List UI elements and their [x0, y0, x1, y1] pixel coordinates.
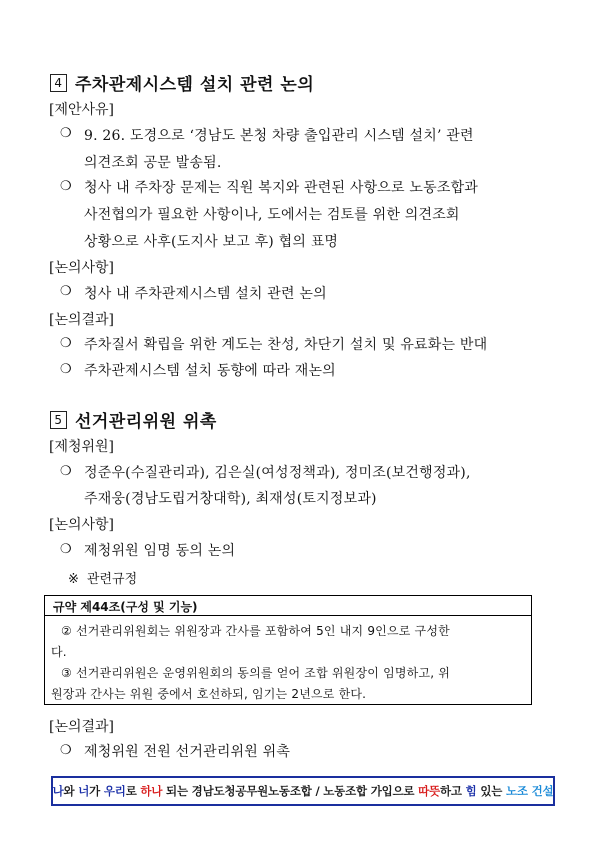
section-5-result-1: 제청위원 전원 선거관리위원 위촉: [84, 744, 291, 760]
section-4-result-2: 주차관제시스템 설치 동향에 따라 재논의: [84, 363, 336, 379]
reference-text: 관련규정: [86, 572, 138, 587]
section-4-number: 4: [50, 74, 67, 92]
section-4-reason-label: [제안사유]: [49, 102, 115, 118]
section-5-matter-label: [논의사항]: [49, 517, 115, 533]
slogan-part: 있는: [476, 784, 506, 798]
section-5-heading: [50, 407, 217, 432]
bullet-icon: ❍: [60, 179, 72, 194]
section-4-reason-2-line-2: 사전협의가 필요한 사항이나, 도에서는 검토를 위한 의견조회: [84, 207, 460, 223]
reference-note: [68, 568, 137, 587]
slogan-part: 와: [63, 784, 79, 798]
slogan-part: 가: [89, 784, 104, 798]
slogan-part: 따뜻: [418, 784, 440, 798]
section-4-heading: [50, 70, 314, 95]
section-4-result-label: [논의결과]: [49, 312, 115, 328]
footer-slogan: [51, 776, 555, 806]
rule-box-divider: [45, 615, 531, 616]
slogan-part: 너: [78, 784, 90, 798]
bullet-icon: ❍: [60, 542, 72, 557]
slogan-part: 나: [52, 784, 64, 798]
bullet-icon: ❍: [60, 284, 72, 299]
slogan-part: 힘: [465, 784, 477, 798]
section-5-number: 5: [50, 411, 67, 429]
section-4-title: 주차관제시스템 설치 관련 논의: [75, 75, 315, 95]
section-5-nominee-line-1: 정준우(수질관리과), 김은실(여성정책과), 정미조(보건행정과),: [84, 465, 471, 481]
section-4-matter-1: 청사 내 주차관제시스템 설치 관련 논의: [84, 286, 327, 302]
section-5-nominee-line-2: 주재웅(경남도립거창대학), 최재성(토지정보과): [84, 491, 377, 507]
section-5-result-label: [논의결과]: [49, 719, 115, 735]
section-4-reason-2-line-1: 청사 내 주차장 문제는 직원 복지와 관련된 사항으로 노동조합과: [84, 180, 479, 196]
slogan-part: 우리: [103, 784, 126, 798]
section-4-reason-2-line-3: 상황으로 사후(도지사 보고 후) 협의 표명: [84, 234, 339, 250]
section-5-nominee-label: [제청위원]: [49, 439, 115, 455]
rule-box-line-3: ③ 선거관리위원은 운영위원회의 동의를 얻어 조합 위원장이 임명하고, 위: [61, 666, 451, 680]
bullet-icon: ❍: [60, 464, 72, 479]
slogan-part: 하나: [140, 784, 163, 798]
bullet-icon: ❍: [60, 743, 72, 758]
slogan-part: 되는 경남도청공무원노동조합 / 노동조합 가입으로: [162, 784, 419, 798]
slogan-part: 하고: [439, 784, 466, 798]
rule-box-line-2: 다.: [51, 645, 67, 659]
section-4-reason-1-line-1: 9. 26. 도경으로 ‘경남도 본청 차량 출입관리 시스템 설치’ 관련: [84, 128, 474, 144]
rule-box: [44, 595, 532, 705]
bullet-icon: ❍: [60, 336, 72, 351]
slogan-part: 로: [125, 784, 141, 798]
rule-box-line-1: ② 선거관리위원회는 위원장과 간사를 포함하여 5인 내지 9인으로 구성한: [61, 624, 450, 638]
section-4-matter-label: [논의사항]: [49, 260, 115, 276]
section-4-reason-1-line-2: 의견조회 공문 발송됨.: [84, 155, 222, 171]
rule-box-line-4: 원장과 간사는 위원 중에서 호선하되, 임기는 2년으로 한다.: [51, 687, 367, 701]
bullet-icon: ❍: [60, 126, 72, 141]
rule-box-title: 규약 제44조(구성 및 기능): [53, 600, 198, 614]
bullet-icon: ❍: [60, 362, 72, 377]
reference-mark-icon: ※: [68, 572, 79, 587]
section-5-title: 선거관리위원 위촉: [75, 412, 217, 432]
section-5-matter-1: 제청위원 임명 동의 논의: [84, 543, 236, 559]
section-4-result-1: 주차질서 확립을 위한 계도는 찬성, 차단기 설치 및 유료화는 반대: [84, 337, 488, 353]
slogan-part: 노조 건설: [505, 784, 554, 798]
